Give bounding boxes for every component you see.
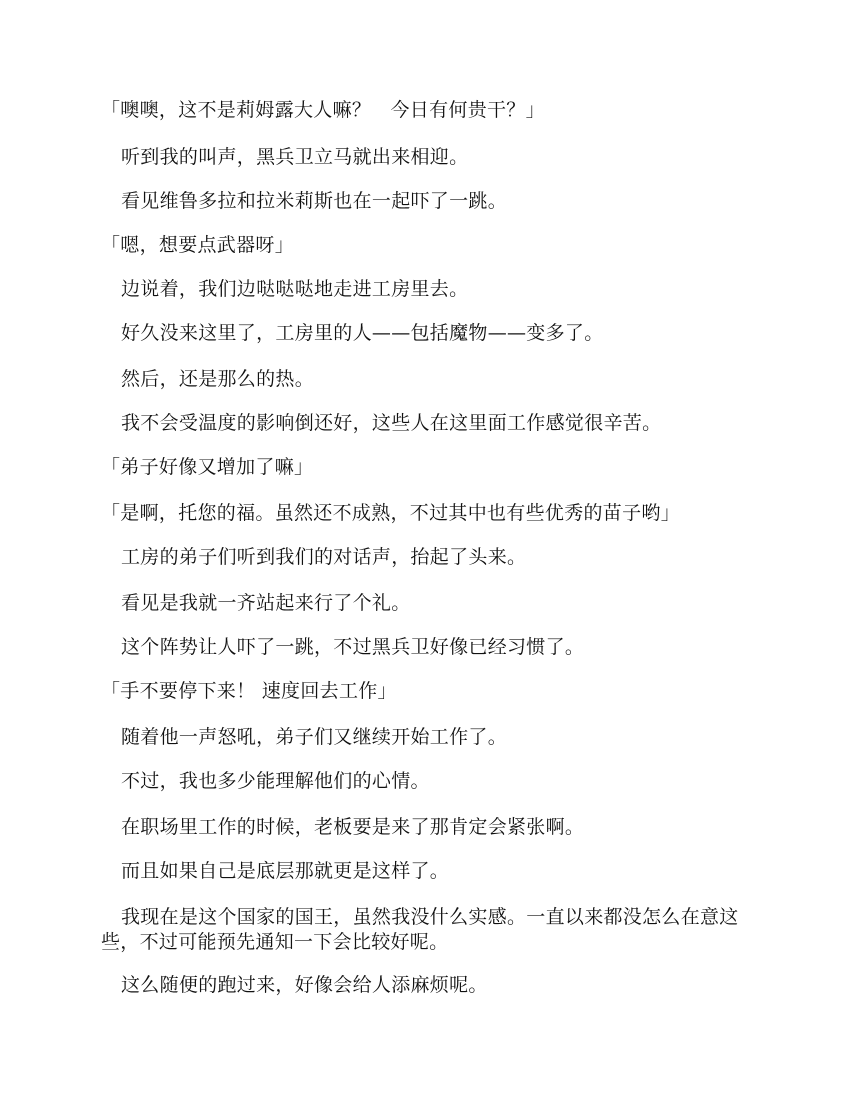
paragraph: 在职场里工作的时候，老板要是来了那肯定会紧张啊。 [121,816,585,838]
paragraph: 随着他一声怒吼，弟子们又继续开始工作了。 [121,726,508,748]
paragraph-dialogue: 「噢噢，这不是莉姆露大人嘛？ 今日有何贵干？」 [101,99,545,121]
paragraph: 看见维鲁多拉和拉米莉斯也在一起吓了一跳。 [121,190,508,212]
paragraph: 而且如果自己是底层那就更是这样了。 [121,860,450,882]
paragraph: 不过，我也多少能理解他们的心情。 [121,770,430,792]
paragraph-dialogue: 「弟子好像又增加了嘛」 [101,456,314,478]
paragraph: 然后，还是那么的热。 [121,368,315,390]
paragraph: 我现在是这个国家的国王，虽然我没什么实感。一直以来都没怎么在意这些，不过可能预先通知一下会比较好呢。 [101,906,739,953]
paragraph-dialogue: 「嗯，想要点武器呀」 [101,234,295,256]
paragraph: 听到我的叫声，黑兵卫立马就出来相迎。 [121,146,469,168]
paragraph: 工房的弟子们听到我们的对话声，抬起了头来。 [121,546,527,568]
paragraph: 看见是我就一齐站起来行了个礼。 [121,592,411,614]
paragraph: 我不会受温度的影响倒还好，这些人在这里面工作感觉很辛苦。 [121,412,662,434]
paragraph-dialogue: 「手不要停下来！ 速度回去工作」 [101,680,397,702]
paragraph: 这个阵势让人吓了一跳，不过黑兵卫好像已经习惯了。 [121,636,585,658]
paragraph: 好久没来这里了，工房里的人——包括魔物——变多了。 [121,322,604,344]
paragraph-dialogue: 「是啊，托您的福。虽然还不成熟，不过其中也有些优秀的苗子哟」 [101,502,681,524]
paragraph: 这么随便的跑过来，好像会给人添麻烦呢。 [121,974,488,996]
paragraph: 边说着，我们边哒哒哒地走进工房里去。 [121,278,469,300]
